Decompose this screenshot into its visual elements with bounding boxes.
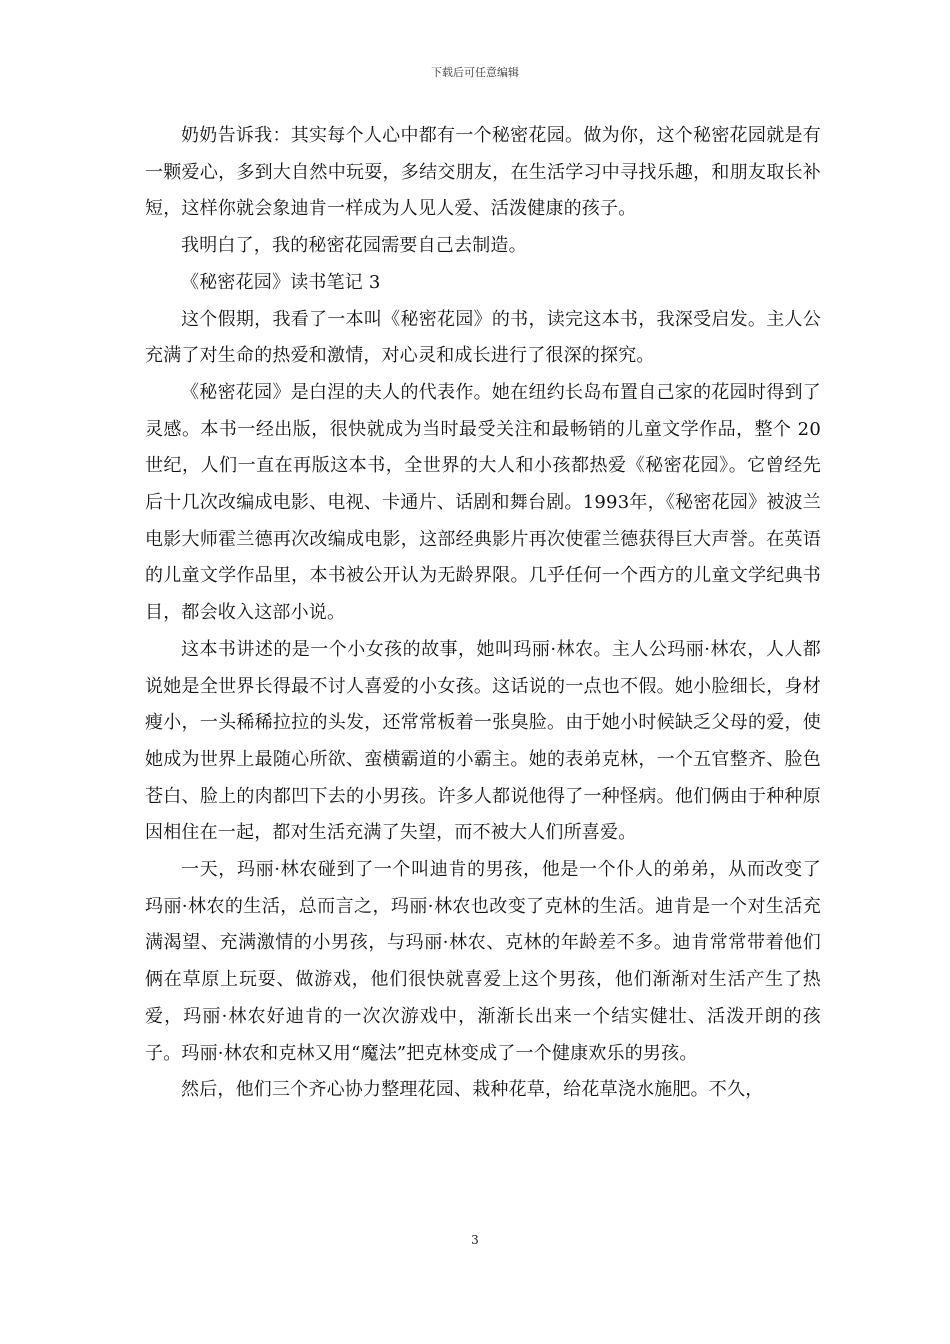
paragraph: 《秘密花园》是白涅的夫人的代表作。她在纽约长岛布置自己家的花园时得到了灵感。本书一经出版，很快就成为当时最受关注和最畅销的儿童文学作品，整个 20 世纪，人们一直在再版这本书，全世界的大人和小孩都热爱《秘密花园》。它曾经先后十几次改编成电影、电视、卡通片、话剧和舞台剧。1993年，《秘密花园》被波兰电影大师霍兰德再次改编成电影，这部经典影片再次使霍兰德获得巨大声誉。在英语的儿童文学作品里，本书被公开认为无龄界限。几乎任何一个西方的儿童文学纪典书目，都会收入这部小说。 xyxy=(145,381,821,624)
paragraph: 这个假期，我看了一本叫《秘密花园》的书，读完这本书，我深受启发。主人公充满了对生命的热爱和激情，对心灵和成长进行了很深的探究。 xyxy=(145,308,821,367)
paragraph: 这本书讲述的是一个小女孩的故事，她叫玛丽·林农。主人公玛丽·林农，人人都说她是全世界长得最不讨人喜爱的小女孩。这话说的一点也不假。她小脸细长，身材瘦小，一头稀稀拉拉的头发，还常常板着一张臭脸。由于她小时候缺乏父母的爱，使她成为世界上最随心所欲、蛮横霸道的小霸主。她的表弟克林，一个五官整齐、脸色苍白、脸上的肉都凹下去的小男孩。许多人都说他得了一种怪病。他们俩由于种种原因相住在一起，都对生活充满了失望，而不被大人们所喜爱。 xyxy=(145,638,821,844)
paragraph: 然后，他们三个齐心协力整理花园、栽种花草，给花草浇水施肥。不久， xyxy=(181,1079,764,1101)
paragraph: 奶奶告诉我：其实每个人心中都有一个秘密花园。做为你，这个秘密花园就是有一颗爱心，多到大自然中玩耍，多结交朋友，在生活学习中寻找乐趣，和朋友取长补短，这样你就会象迪肯一样成为人见人爱、活泼健康的孩子。 xyxy=(145,125,821,220)
document-body xyxy=(145,118,821,1109)
section-heading: 《秘密花园》读书笔记 3 xyxy=(181,271,381,293)
paragraph: 一天，玛丽·林农碰到了一个叫迪肯的男孩，他是一个仆人的弟弟，从而改变了玛丽·林农的生活，总而言之，玛丽·林农也改变了克林的生活。迪肯是一个对生活充满渴望、充满激情的小男孩，与玛丽·林农、克林的年龄差不多。迪肯常常带着他们俩在草原上玩耍、做游戏，他们很快就喜爱上这个男孩，他们渐渐对生活产生了热爱，玛丽·林农好迪肯的一次次游戏中，渐渐长出来一个结实健壮、活泼开朗的孩子。玛丽·林农和克林又用“魔法”把克林变成了一个健康欢乐的男孩。 xyxy=(145,859,821,1064)
paragraph: 我明白了，我的秘密花园需要自己去制造。 xyxy=(181,235,527,257)
page-number: 3 xyxy=(471,1233,479,1247)
page-header: 下载后可任意编辑 xyxy=(431,66,519,79)
